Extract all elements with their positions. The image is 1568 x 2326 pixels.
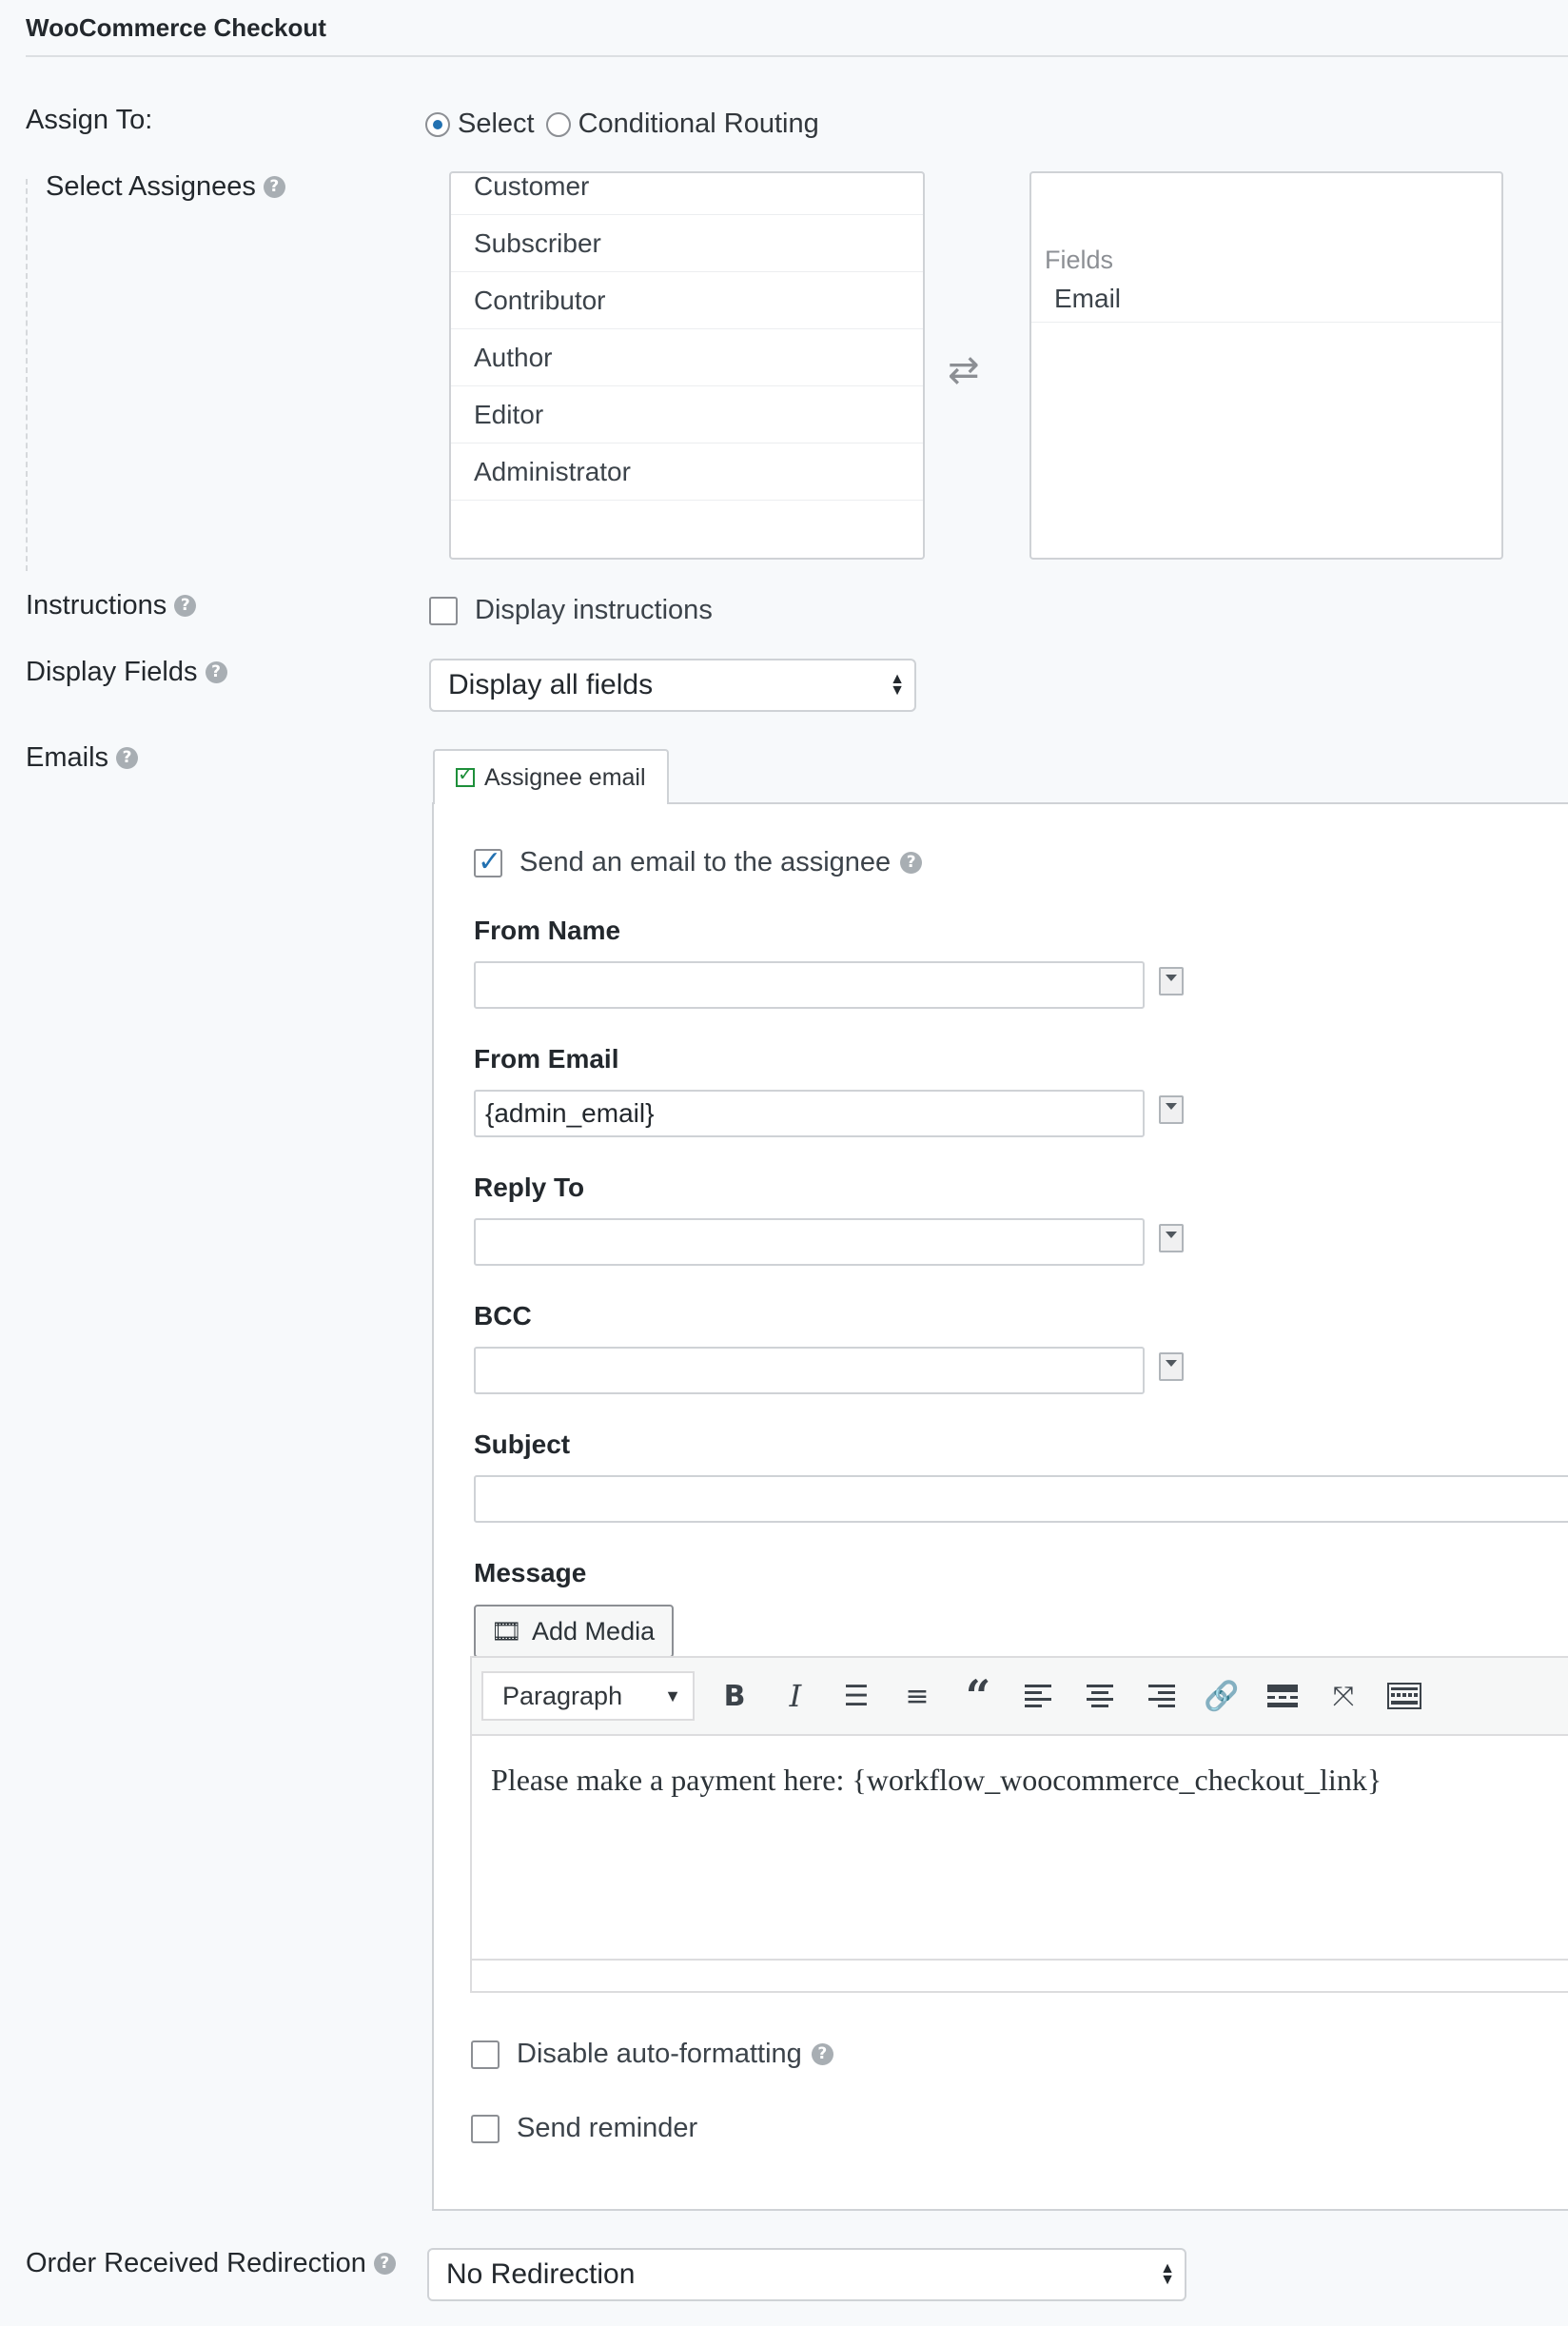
from-name-input[interactable] xyxy=(474,961,1145,1009)
select-arrows-icon: ▲ ▼ xyxy=(890,671,905,699)
assignees-indent-guide xyxy=(26,179,28,571)
list-item[interactable]: Editor xyxy=(451,386,923,444)
disable-autoformat-checkbox[interactable] xyxy=(471,2040,500,2069)
numbered-list-icon[interactable]: ≡ xyxy=(905,1679,930,1713)
disable-autoformat-label: Disable auto-formatting xyxy=(517,2039,802,2069)
align-left-icon[interactable] xyxy=(1020,1677,1058,1715)
merge-tag-icon[interactable] xyxy=(1159,1224,1184,1252)
display-fields-label: Display Fields ? xyxy=(26,657,227,688)
bcc-label: BCC xyxy=(474,1301,532,1331)
from-email-input[interactable]: {admin_email} xyxy=(474,1090,1145,1137)
message-body[interactable]: Please make a payment here: {workflow_woocommerce_checkout_link} xyxy=(491,1763,1382,1797)
question-circle-icon[interactable]: ? xyxy=(174,595,196,617)
question-circle-icon[interactable]: ? xyxy=(900,852,922,874)
send-reminder-row[interactable] xyxy=(471,2113,697,2144)
from-name-label: From Name xyxy=(474,916,621,945)
order-redirection-label: Order Received Redirection ? xyxy=(26,2248,396,2279)
instructions-label: Instructions ? xyxy=(26,590,196,621)
send-email-checkbox[interactable] xyxy=(474,849,502,877)
merge-tag-icon[interactable] xyxy=(1159,967,1184,995)
order-redirection-select[interactable]: No Redirection ▲ ▼ xyxy=(427,2248,1186,2301)
reply-to-label: Reply To xyxy=(474,1173,585,1202)
tab-assignee-email[interactable]: ✓ Assignee email xyxy=(433,749,669,804)
display-instructions-label: Display instructions xyxy=(475,595,713,625)
media-icon: 🎞 xyxy=(491,1616,523,1646)
available-assignees-list[interactable] xyxy=(449,171,925,560)
list-item[interactable]: Customer xyxy=(451,171,923,215)
question-circle-icon[interactable]: ? xyxy=(206,661,227,683)
from-email-label: From Email xyxy=(474,1044,619,1074)
list-item[interactable]: Email xyxy=(1031,275,1501,323)
radio-select-circle[interactable] xyxy=(425,112,450,137)
add-media-button[interactable]: 🎞 Add Media xyxy=(474,1605,674,1658)
read-more-icon[interactable] xyxy=(1264,1677,1302,1715)
format-select[interactable]: Paragraph ▼ xyxy=(481,1671,695,1721)
disable-autoformat-row[interactable] xyxy=(471,2039,833,2070)
assign-to-label: Assign To: xyxy=(26,105,153,135)
list-item[interactable]: Contributor xyxy=(451,272,923,329)
question-circle-icon[interactable]: ? xyxy=(812,2043,833,2065)
display-instructions-row[interactable] xyxy=(429,595,713,626)
message-label: Message xyxy=(474,1558,587,1587)
check-square-icon xyxy=(456,768,475,787)
send-reminder-label: Send reminder xyxy=(517,2113,698,2143)
chevron-down-icon: ▼ xyxy=(664,1685,681,1705)
radio-select-label: Select xyxy=(458,108,535,139)
radio-conditional-routing[interactable] xyxy=(546,108,819,140)
toolbar-toggle-icon[interactable] xyxy=(1385,1677,1423,1715)
section-title: WooCommerce Checkout xyxy=(26,13,326,42)
italic-icon[interactable]: I xyxy=(789,1678,802,1714)
list-item[interactable]: Subscriber xyxy=(451,215,923,272)
subject-label: Subject xyxy=(474,1429,571,1459)
radio-conditional-label: Conditional Routing xyxy=(578,108,819,139)
swap-arrows-icon: ⇄ xyxy=(948,349,980,391)
merge-tag-icon[interactable] xyxy=(1159,1095,1184,1124)
emails-label: Emails ? xyxy=(26,742,138,774)
display-fields-select[interactable]: Display all fields ▲ ▼ xyxy=(429,659,916,712)
send-reminder-checkbox[interactable] xyxy=(471,2115,500,2143)
list-item[interactable]: Author xyxy=(451,329,923,386)
bcc-input[interactable] xyxy=(474,1347,1145,1394)
subject-input[interactable] xyxy=(474,1475,1568,1523)
radio-conditional-circle[interactable] xyxy=(546,112,571,137)
question-circle-icon[interactable]: ? xyxy=(116,747,138,769)
bold-icon[interactable]: B xyxy=(723,1679,746,1713)
align-center-icon[interactable] xyxy=(1081,1677,1119,1715)
editor-statusbar-divider xyxy=(470,1959,1568,1961)
title-divider xyxy=(26,55,1568,57)
display-instructions-checkbox[interactable] xyxy=(429,597,458,625)
list-item[interactable]: Administrator xyxy=(451,444,923,501)
blockquote-icon[interactable]: “ xyxy=(965,1670,991,1722)
select-arrows-icon: ▲ ▼ xyxy=(1160,2260,1175,2288)
fullscreen-icon[interactable]: ⤧ xyxy=(1332,1680,1355,1711)
send-email-label: Send an email to the assignee xyxy=(519,847,892,877)
merge-tag-icon[interactable] xyxy=(1159,1352,1184,1381)
selected-assignees-list[interactable] xyxy=(1029,171,1503,560)
reply-to-input[interactable] xyxy=(474,1218,1145,1266)
question-circle-icon[interactable]: ? xyxy=(264,176,285,198)
assign-to-radio-group xyxy=(425,108,823,140)
align-right-icon[interactable] xyxy=(1142,1677,1180,1715)
select-assignees-label: Select Assignees ? xyxy=(46,171,285,203)
link-icon[interactable]: 🔗 xyxy=(1204,1679,1240,1713)
send-email-row[interactable] xyxy=(474,847,922,878)
radio-select[interactable] xyxy=(425,108,535,140)
bullet-list-icon[interactable]: ☰ xyxy=(843,1679,870,1713)
selected-group-label: Fields xyxy=(1045,246,1114,274)
question-circle-icon[interactable]: ? xyxy=(374,2253,396,2275)
